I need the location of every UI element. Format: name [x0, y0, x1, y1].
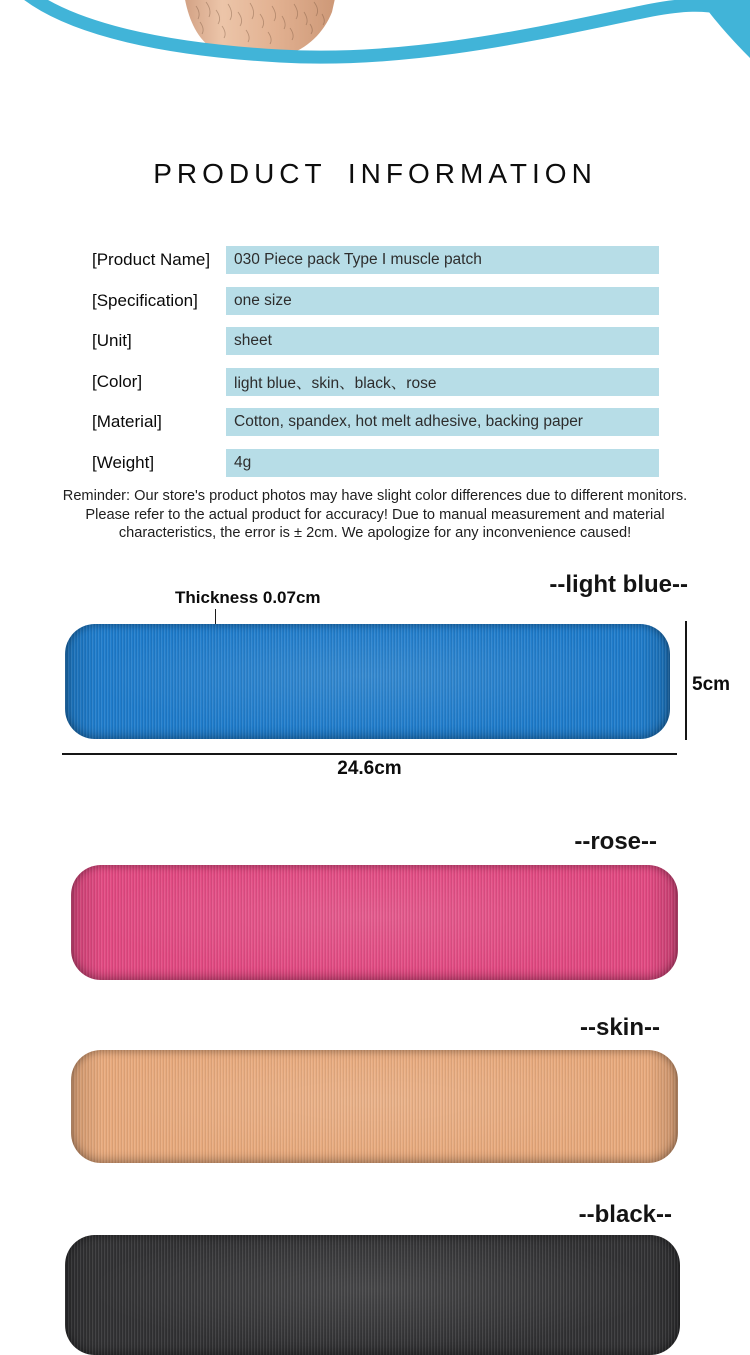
spec-label: [Product Name]: [92, 250, 211, 269]
corner-accent-shape: [700, 0, 750, 58]
reminder-note: Reminder: Our store's product photos may have slight color differences due to different monitors. Please refer to the actual product for accuracy! Due to manual measurement and material characteristics, the error is ± 2cm. We apologize for any inconvenience caused!: [62, 488, 688, 542]
spec-value: light blue、skin、black、rose: [226, 368, 659, 396]
spec-row-weight: [92, 449, 662, 477]
spec-value: Cotton, spandex, hot melt adhesive, backing paper: [226, 408, 659, 436]
page-title: PRODUCT INFORMATION: [153, 158, 597, 189]
variant-heading-black: --black--: [578, 1201, 672, 1228]
variant-heading-rose: --rose--: [574, 828, 657, 855]
spec-row-unit: [92, 327, 662, 355]
spec-value: sheet: [226, 327, 659, 355]
width-dimension-line: [62, 753, 677, 755]
spec-label: [Unit]: [92, 331, 132, 351]
spec-table: [92, 246, 662, 490]
spec-label: [Color]: [92, 371, 143, 391]
spec-value: 030 Piece pack Type I muscle patch: [226, 246, 659, 274]
tape-patch-rose: [71, 865, 678, 980]
height-dimension-line: [685, 621, 687, 740]
spec-row-specification: [92, 287, 662, 315]
spec-label: [Specification]: [92, 290, 198, 310]
height-dimension-label: 5cm: [692, 674, 731, 695]
spec-label: [Weight]: [92, 452, 155, 472]
tape-patch-light-blue: [65, 624, 670, 739]
spec-value: 4g: [226, 449, 659, 477]
spec-row-material: [92, 408, 662, 436]
thickness-annotation: Thickness 0.07cm: [175, 588, 321, 607]
wave-stroke: [22, 0, 722, 57]
variant-heading-light-blue: --light blue--: [549, 571, 688, 598]
tape-patch-skin: [71, 1050, 678, 1163]
top-wave-decoration: [0, 0, 750, 120]
variant-heading-skin: --skin--: [580, 1014, 660, 1041]
spec-row-color: [92, 368, 662, 396]
spec-row-product-name: [92, 246, 662, 274]
tape-patch-black: [65, 1235, 680, 1355]
width-dimension-label: 24.6cm: [337, 758, 402, 779]
spec-value: one size: [226, 287, 659, 315]
spec-label: [Material]: [92, 412, 162, 432]
